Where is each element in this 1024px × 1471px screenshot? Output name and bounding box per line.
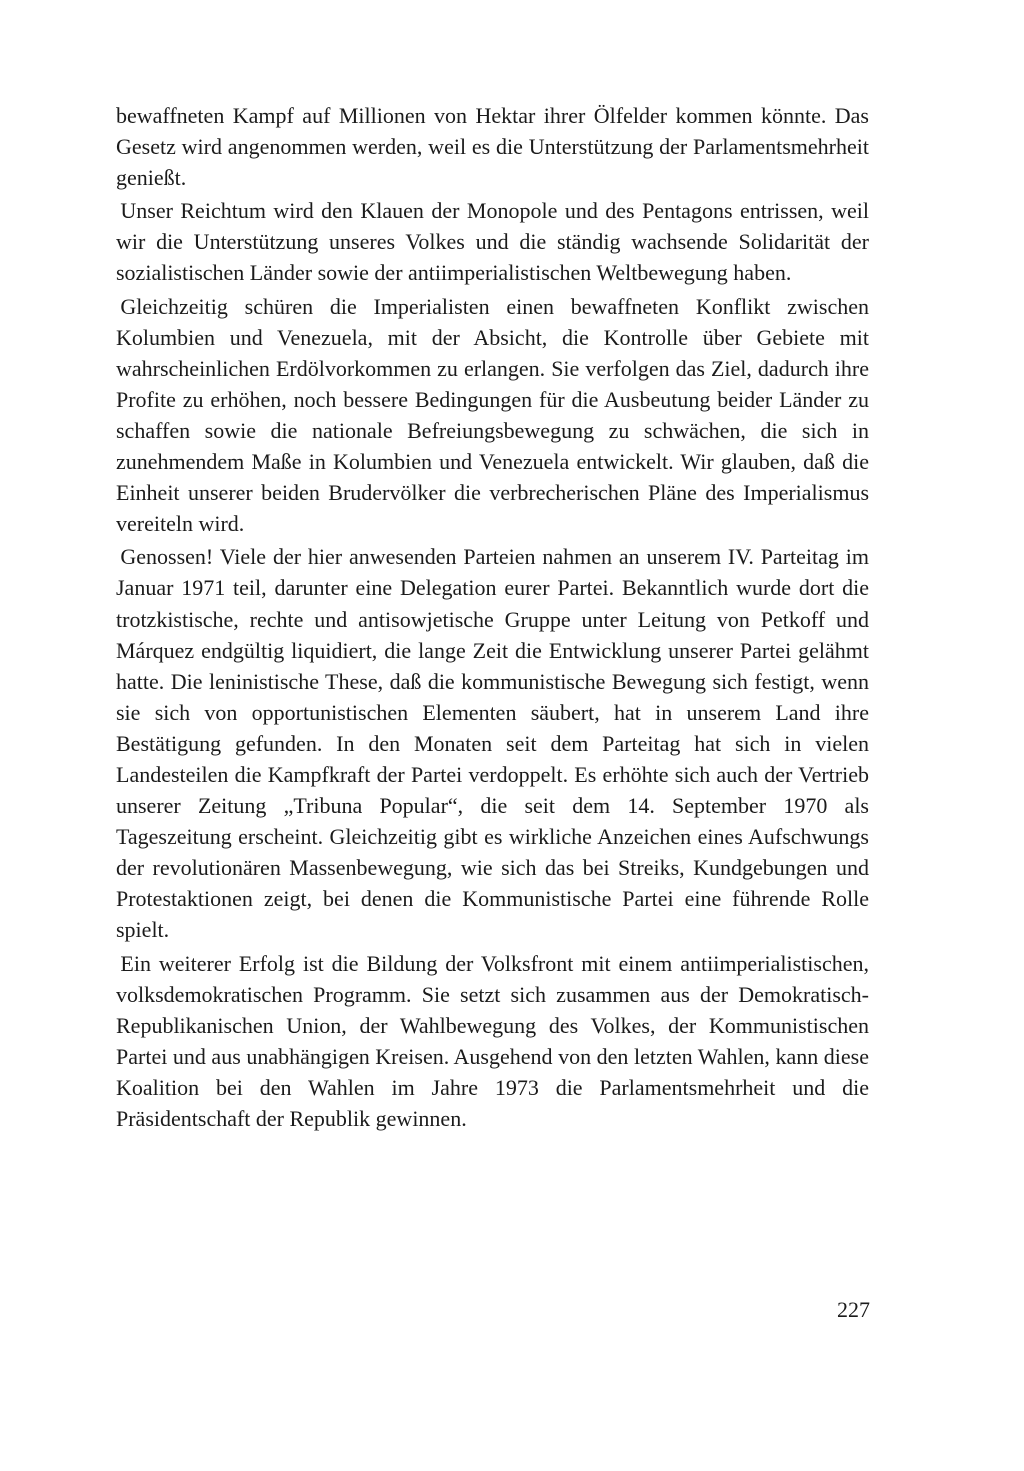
body-text [116,100,869,1134]
page-number: 227 [837,1297,870,1322]
paragraph-5: Ein weiterer Erfolg ist die Bildung der Volksfront mit einem antiimperialistischen, volksdemokratischen Programm. Sie setzt sich zusammen aus der Demokratisch-Republikanischen Union, der Wahlbewegung des Volkes, der Kommunistischen Partei und aus unabhängigen Kreisen. Ausgehend von den letzten Wahlen, kann diese Koalition bei den Wahlen im Jahre 1973 die Parlamentsmehrheit und die Präsidentschaft der Republik gewinnen. [116,950,869,1131]
paragraph-3: Gleichzeitig schüren die Imperialisten einen bewaffneten Konflikt zwischen Kolumbien und Venezuela, mit der Absicht, die Kontrolle über Gebiete mit wahrscheinlichen Erdölvorkommen zu erlangen. Sie verfolgen das Ziel, dadurch ihre Profite zu erhöhen, noch bessere Bedingungen für die Ausbeutung beider Länder zu schaffen sowie die nationale Befreiungsbewegung zu schwächen, die sich in zunehmendem Maße in Kolumbien und Venezuela entwickelt. Wir glauben, daß die Einheit unserer beiden Brudervölker die verbrecherischen Pläne des Imperialismus vereiteln wird. [116,293,869,537]
paragraph-1: bewaffneten Kampf auf Millionen von Hektar ihrer Ölfelder kommen könnte. Das Gesetz wird angenommen werden, weil es die Unterstützung der Parlamentsmehrheit genießt. [116,103,869,191]
paragraph-2: Unser Reichtum wird den Klauen der Monopole und des Pentagons entrissen, weil wir die Unterstützung unseres Volkes und die ständig wachsende Solidarität der sozialistischen Länder sowie der antiimperialistischen Weltbewegung haben. [116,198,869,286]
paragraph-4: Genossen! Viele der hier anwesenden Parteien nahmen an unserem IV. Parteitag im Januar 1971 teil, darunter eine Delegation eurer Partei. Bekanntlich wurde dort die trotzkistische, rechte und antisowjetische Gruppe unter Leitung von Petkoff und Márquez endgültig liquidiert, die lange Zeit die Entwicklung unserer Partei gelähmt hatte. Die leninistische These, daß die kommunistische Bewegung sich festigt, wenn sie sich von opportunistischen Elementen säubert, hat in unserem Land ihre Bestätigung gefunden. In den Monaten seit dem Parteitag hat sich in vielen Landesteilen die Kampfkraft der Partei verdoppelt. Es erhöhte sich auch der Vertrieb unserer Zeitung „Tribuna Popular“, die seit dem 14. September 1970 als Tageszeitung erscheint. Gleichzeitig gibt es wirkliche Anzeichen eines Aufschwungs der revolutionären Massenbewegung, wie sich das bei Streiks, Kundgebungen und Protestaktionen zeigt, bei denen die Kommunistische Partei eine führende Rolle spielt. [116,544,869,943]
